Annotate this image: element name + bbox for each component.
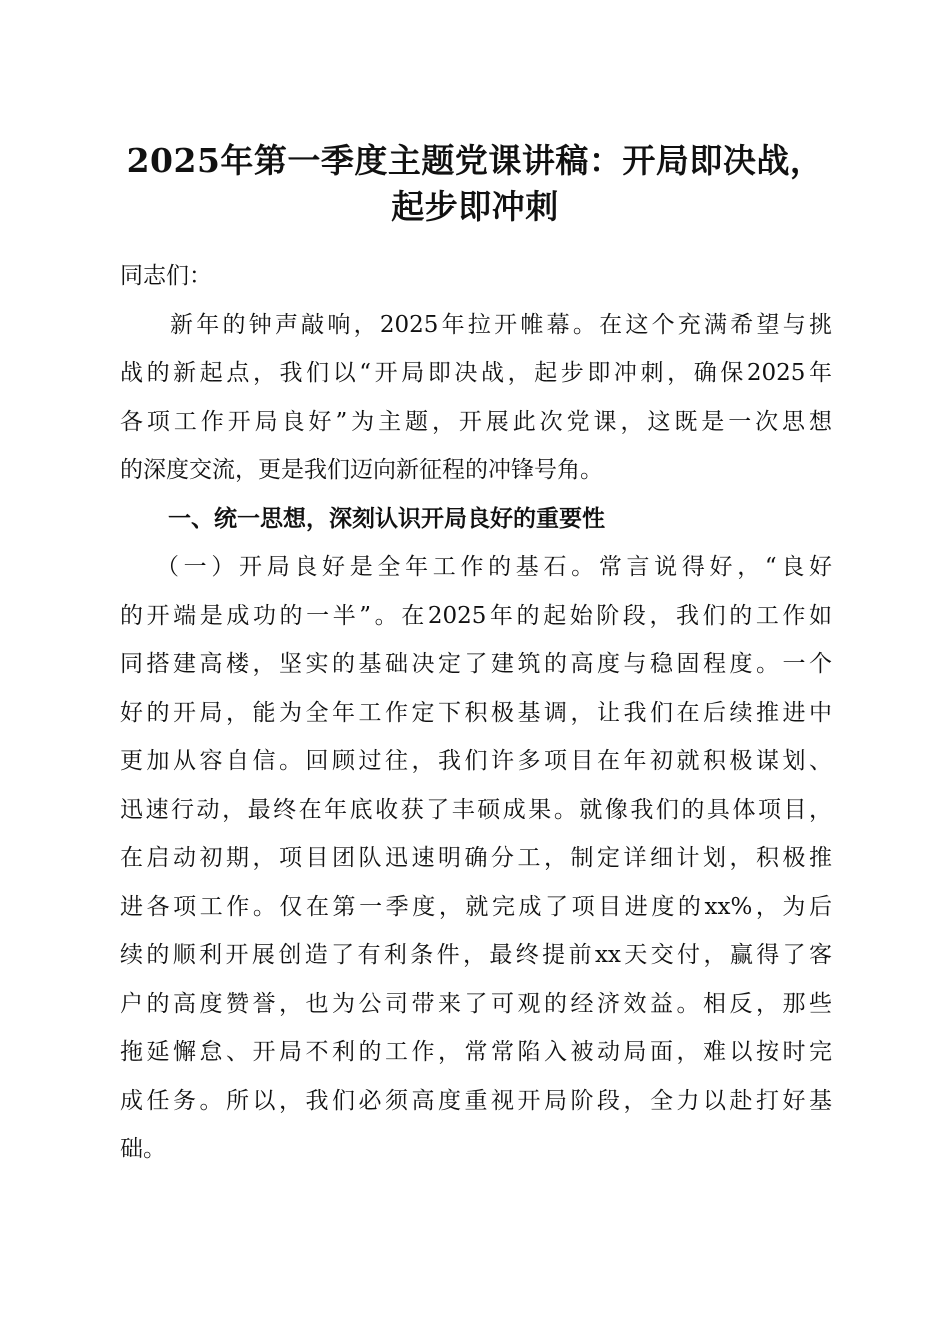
paragraph-line-3: 同搭建高楼，坚实的基础决定了建筑的高度与稳固程度。一个	[120, 651, 832, 677]
document-title	[118, 138, 832, 230]
paragraph-line-10: 户的高度赞誉，也为公司带来了可观的经济效益。相反，那些	[120, 990, 832, 1017]
intro-line-1: 新年的钟声敲响，2025年拉开帷幕。在这个充满希望与挑	[170, 311, 832, 338]
paragraph-line-4: 好的开局，能为全年工作定下积极基调，让我们在后续推进中	[120, 699, 832, 726]
intro-line-2: 战的新起点，我们以“开局即决战，起步即冲刺，确保2025年	[120, 360, 832, 386]
document-body	[120, 252, 832, 1174]
title-line-2: 起步即冲刺	[391, 187, 559, 226]
intro-line-4: 的深度交流，更是我们迈向新征程的冲锋号角。	[120, 457, 603, 483]
paragraph-line-6: 迅速行动，最终在年底收获了丰硕成果。就像我们的具体项目，	[120, 796, 832, 823]
paragraph-line-5: 更加从容自信。回顾过往，我们许多项目在年初就积极谋划、	[120, 748, 832, 774]
paragraph-line-12: 成任务。所以，我们必须高度重视开局阶段，全力以赴打好基	[120, 1087, 832, 1114]
paragraph-line-8: 进各项工作。仅在第一季度，就完成了项目进度的xx%，为后	[120, 893, 832, 920]
paragraph-line-1: （一）开局良好是全年工作的基石。常言说得好，“良好	[156, 554, 832, 580]
salutation: 同志们：	[120, 263, 212, 289]
paragraph-line-7: 在启动初期，项目团队迅速明确分工，制定详细计划，积极推	[120, 845, 832, 871]
paragraph-line-2: 的开端是成功的一半”。在2025年的起始阶段，我们的工作如	[120, 602, 832, 629]
paragraph-line-11: 拖延懈怠、开局不利的工作，常常陷入被动局面，难以按时完	[120, 1039, 832, 1065]
intro-line-3: 各项工作开局良好”为主题，开展此次党课，这既是一次思想	[120, 408, 832, 435]
paragraph-line-13: 础。	[120, 1136, 166, 1162]
section-heading: 一、统一思想，深刻认识开局良好的重要性	[168, 505, 605, 532]
title-line-1: 2025年第一季度主题党课讲稿：开局即决战，	[126, 141, 824, 180]
paragraph-line-9: 续的顺利开展创造了有利条件，最终提前xx天交付，赢得了客	[120, 942, 832, 968]
